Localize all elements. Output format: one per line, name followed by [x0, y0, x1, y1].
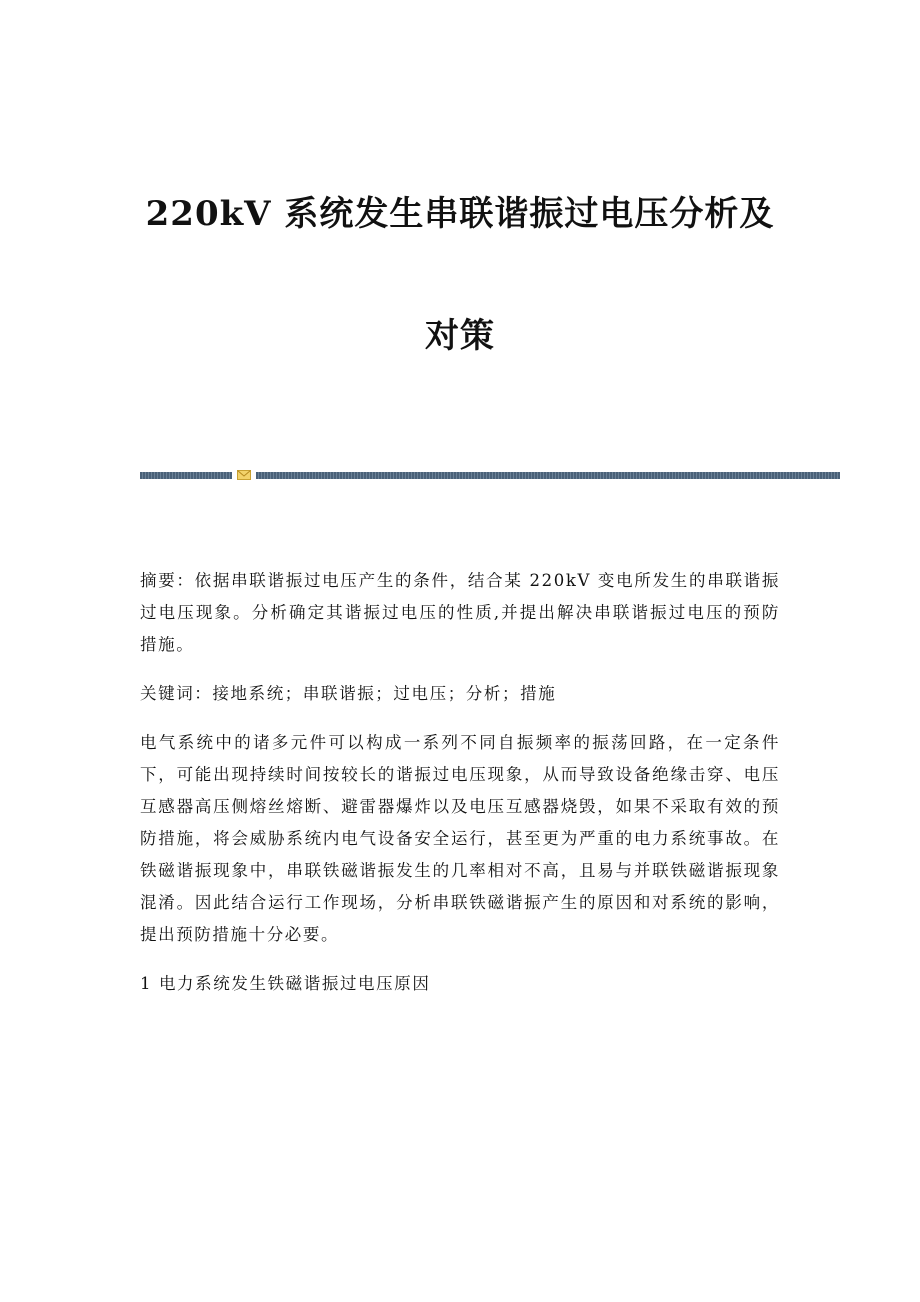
- divider-bar-right: [256, 472, 840, 479]
- keywords-paragraph: 关键词：接地系统；串联谐振；过电压；分析；措施: [140, 684, 557, 703]
- title-divider: [140, 470, 840, 480]
- document-title-line-2: 对策: [425, 316, 495, 356]
- abstract-paragraph: 摘要：依据串联谐振过电压产生的条件，结合某 220kV 变电所发生的串联谐振过电压现象。分析确定其谐振过电压的性质,并提出解决串联谐振过电压的预防措施。: [140, 571, 780, 654]
- section-1-heading: 1 电力系统发生铁磁谐振过电压原因: [140, 974, 431, 993]
- document-title-line-1: 220kV 系统发生串联谐振过电压分析及: [145, 194, 775, 234]
- document-body: [140, 565, 780, 1017]
- divider-bar-left: [140, 472, 232, 479]
- intro-paragraph: 电气系统中的诸多元件可以构成一系列不同自振频率的振荡回路，在一定条件下，可能出现持续时间按较长的谐振过电压现象，从而导致设备绝缘击穿、电压互感器高压侧熔丝熔断、避雷器爆炸以及电压互感器烧毁，如果不采取有效的预防措施，将会威胁系统内电气设备安全运行，甚至更为严重的电力系统事故。在铁磁谐振现象中，串联铁磁谐振发生的几率相对不高，且易与并联铁磁谐振现象混淆。因此结合运行工作现场，分析串联铁磁谐振产生的原因和对系统的影响，提出预防措施十分必要。: [140, 733, 780, 944]
- envelope-icon: [237, 470, 251, 480]
